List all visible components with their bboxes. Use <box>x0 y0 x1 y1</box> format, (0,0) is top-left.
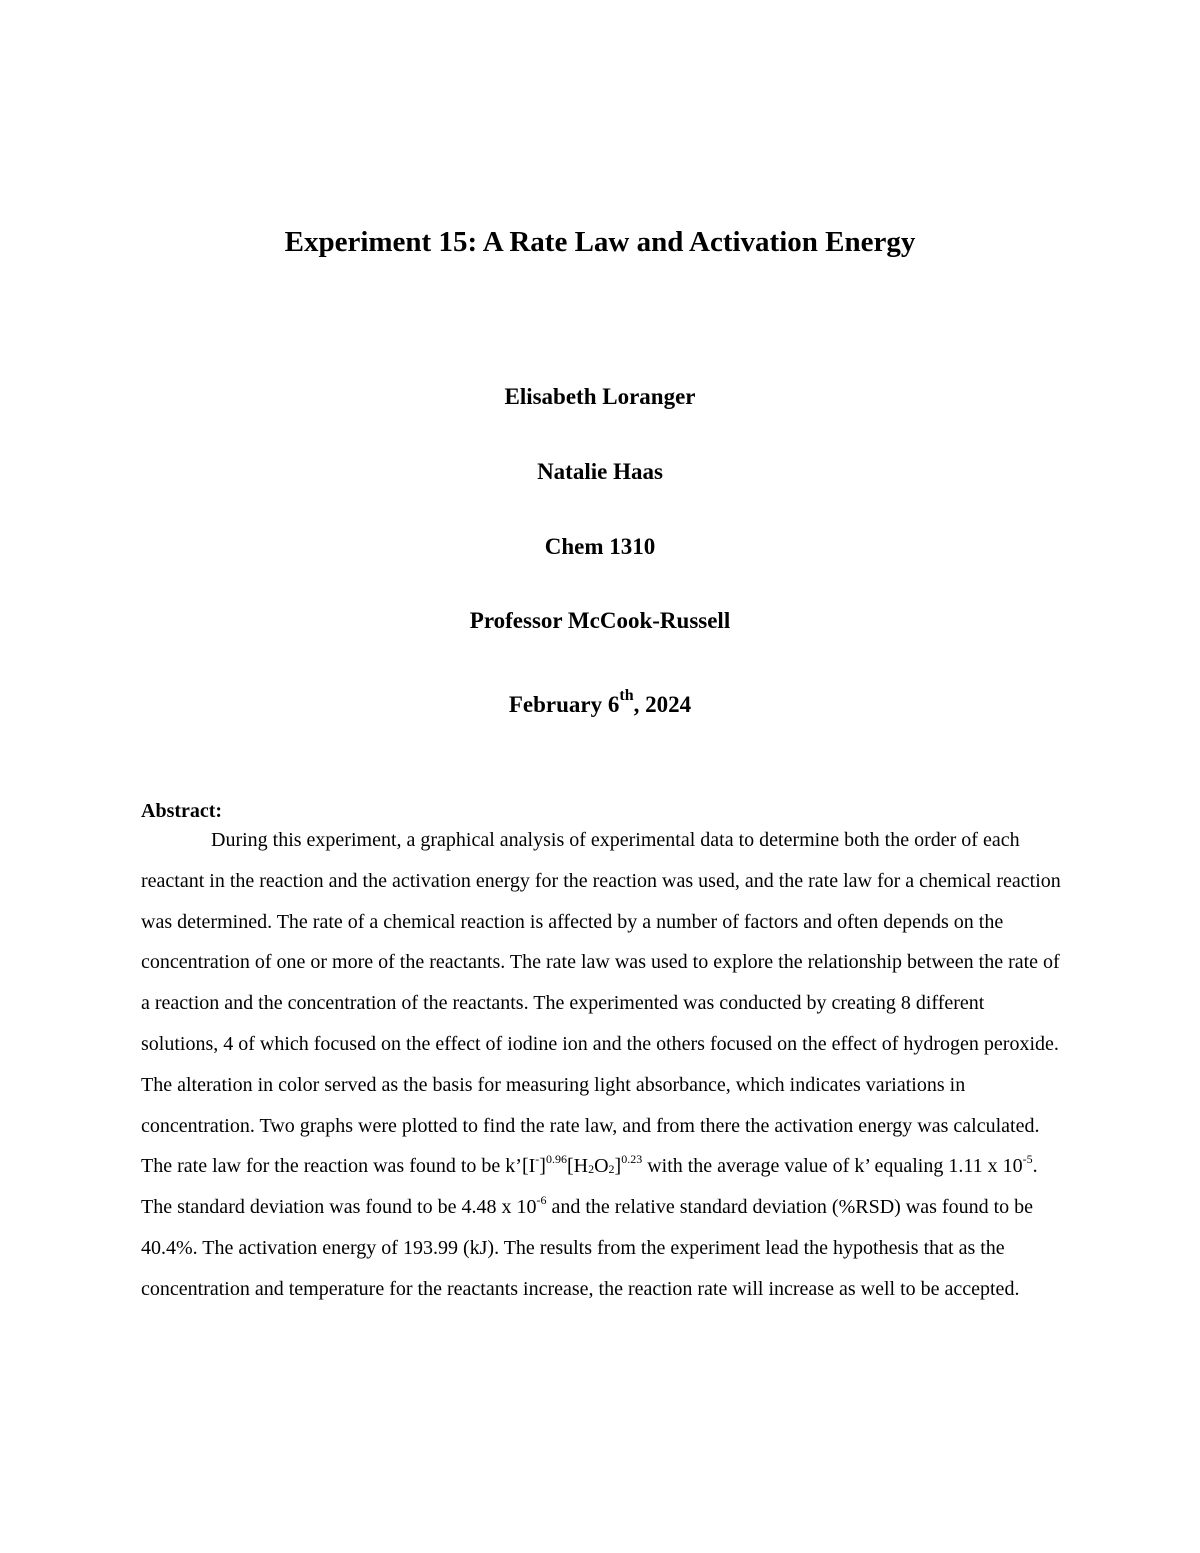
peroxide-order: 0.23 <box>621 1151 643 1166</box>
report-date <box>0 689 1200 721</box>
abstract-text-3: [H <box>566 1155 589 1178</box>
author-name: Elisabeth Loranger <box>504 384 696 409</box>
date-rest: , 2024 <box>633 692 692 717</box>
abstract-heading: Abstract: <box>141 800 223 822</box>
partner-name: Natalie Haas <box>537 459 663 484</box>
abstract-text-4: O <box>594 1155 609 1178</box>
abstract-paragraph <box>141 820 1061 1310</box>
abstract-text-2: ] <box>539 1155 546 1178</box>
k-exponent: -5 <box>1022 1151 1033 1166</box>
iodide-charge: - <box>535 1151 540 1166</box>
date-prefix: February 6 <box>508 692 620 717</box>
iodide-order: 0.96 <box>545 1151 567 1166</box>
abstract-text-6: with the average value of k’ equaling 1.11 x 10 <box>642 1155 1023 1178</box>
oxygen-subscript: 2 <box>608 1162 615 1177</box>
abstract-text-1: During this experiment, a graphical analysis of experimental data to determine both the order of each reactant in the reaction and the activation energy for the reaction was used, and the rate law for a chemical reaction was determined. The rate of a chemical reaction is affected by a number of factors and often depends on the concentration of one or more of the reactants. The rate law was used to explore the relationship between the rate of a reaction and the concentration of the reactants. The experimented was conducted by creating 8 different solutions, 4 of which focused on the effect of iodine ion and the others focused on the effect of hydrogen peroxide. The alteration in color served as the basis for measuring light absorbance, which indicates variations in concentration. Two graphs were plotted to find the rate law, and from there the activation energy was calculated. The rate law for the reaction was found to be k’[I <box>141 829 1061 1178</box>
abstract-text-5: ] <box>614 1155 622 1178</box>
abstract-text-8: and the relative standard deviation (%RSD) was found to be 40.4%. The activation energy of 193.99 (kJ). The results from the experiment lead the hypothesis that as the concentration and temperature for the reactants increase, the reaction rate will increase as well to be accepted. <box>141 1196 1034 1300</box>
abstract-text-7: . The standard deviation was found to be 4.48 x 10 <box>141 1155 1038 1219</box>
sd-exponent: -6 <box>536 1192 547 1207</box>
hydrogen-subscript: 2 <box>588 1162 595 1177</box>
page-title: Experiment 15: A Rate Law and Activation Energy <box>284 226 916 258</box>
date-ordinal-suffix: th <box>619 687 634 705</box>
professor-name: Professor McCook-Russell <box>469 608 731 633</box>
course-name: Chem 1310 <box>544 534 656 559</box>
